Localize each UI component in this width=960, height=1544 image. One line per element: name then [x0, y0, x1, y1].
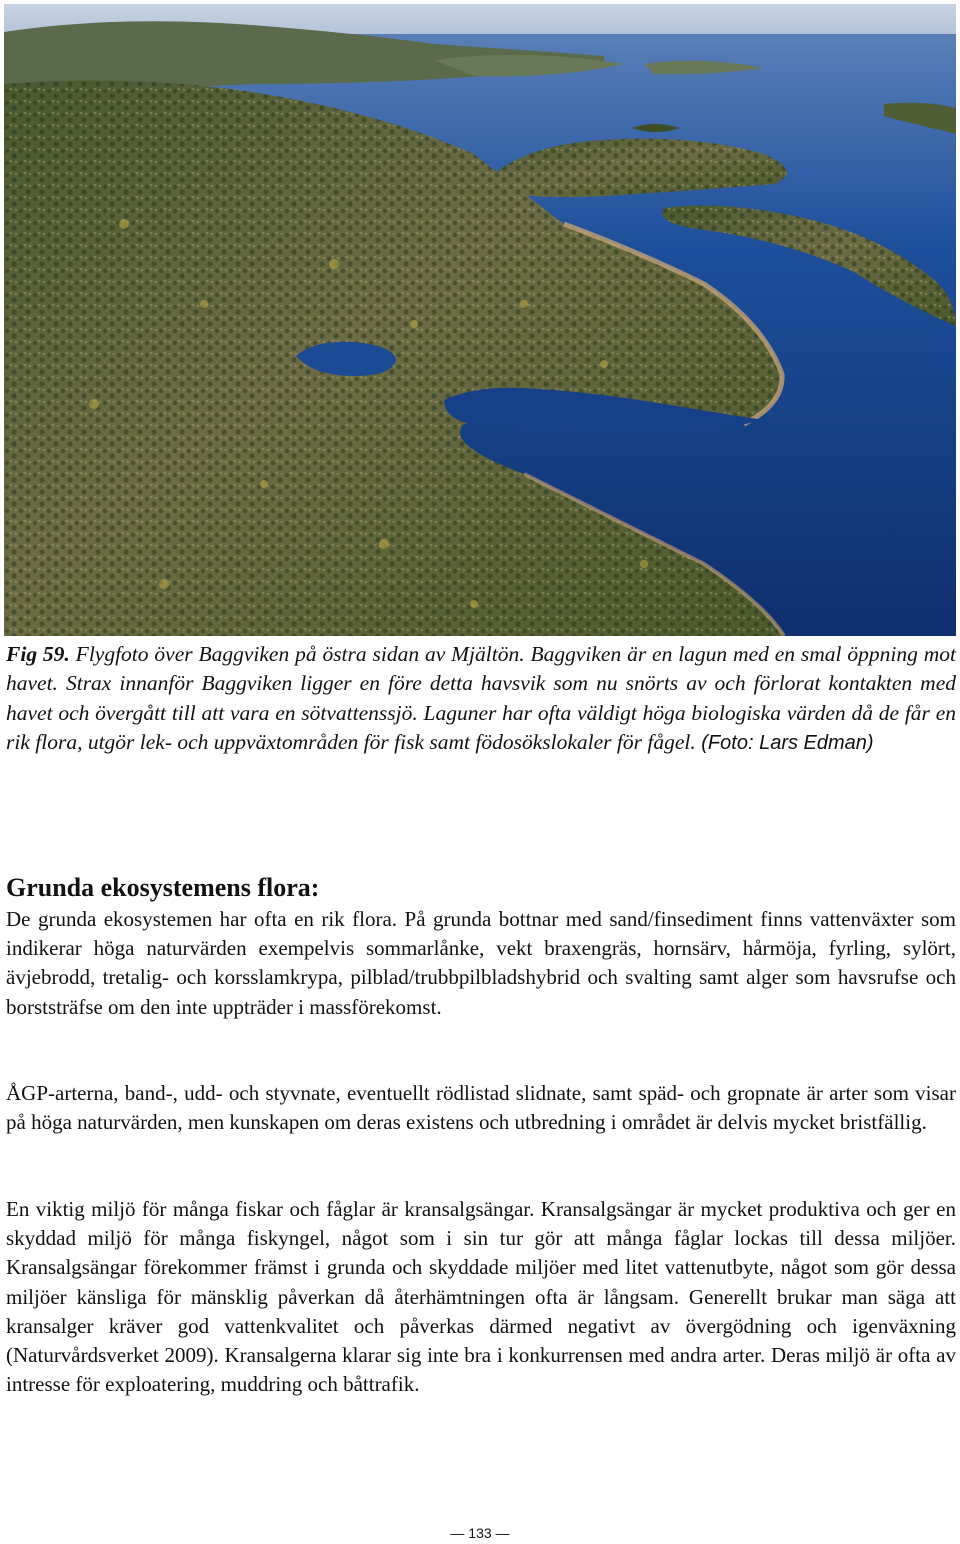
aerial-photo-graphic	[4, 4, 956, 636]
paragraph: ÅGP-arterna, band-, udd- och styvnate, eventuellt rödlistad slidnate, samt späd- och gropnate är arter som visar på höga naturvärden, men kunskapen om deras existens och utbredning i området är delvis mycket bristfällig.	[6, 1081, 956, 1135]
figure-label: Fig 59.	[6, 642, 70, 666]
paragraph: De grunda ekosystemen har ofta en rik flora. På grunda bottnar med sand/finsediment finns vattenväxter som indikerar höga naturvärden exempelvis sommarlånke, vekt braxengräs, hornsärv, hårmöja, fyrling, sylört, ävjebrodd, tretalig- och korsslamkrypa, pilblad/trubbpilbladshybrid och svalting samt alger som havsrufse och borststräfse om den inte uppträder i massförekomst.	[6, 907, 956, 1019]
figure-caption-text: Flygfoto över Baggviken på östra sidan av Mjältön. Baggviken är en lagun med en smal öppning mot havet. Strax innanför Baggviken ligger en före detta havsvik som nu snörts av och förlorat kontakten med havet och övergått till att vara en sötvattenssjö. Laguner har ofta väldigt höga biologiska värden då de får en rik flora, utgör lek- och uppväxtområden för fisk samt födosökslokaler för fågel.	[6, 642, 956, 754]
figure-caption	[6, 640, 956, 758]
section-title: Grunda ekosystemens flora:	[6, 873, 320, 902]
aerial-photo	[4, 4, 956, 636]
page-number: — 133 —	[450, 1525, 510, 1541]
photo-credit: (Foto: Lars Edman)	[695, 731, 874, 754]
paragraph: En viktig miljö för många fiskar och fåglar är kransalgsängar. Kransalgsängar är mycket produktiva och ger en skyddad miljö för många fiskyngel, något som i sin tur gör att många fåglar lockas till dessa miljöer. Kransalgsängar förekommer främst i grunda och skyddade miljöer med litet vattenutbyte, något som gör dessa miljöer känsliga för mänsklig påverkan då återhämtningen ofta är långsam. Generellt brukar man säga att kransalger kräver god vattenkvalitet och påverkas därmed negativt av övergödning och igenväxning (Naturvårdsverket 2009). Kransalgerna klarar sig inte bra i konkurrensen med andra arter. Deras miljö är ofta av intresse för exploatering, muddring och båttrafik.	[6, 1197, 956, 1397]
